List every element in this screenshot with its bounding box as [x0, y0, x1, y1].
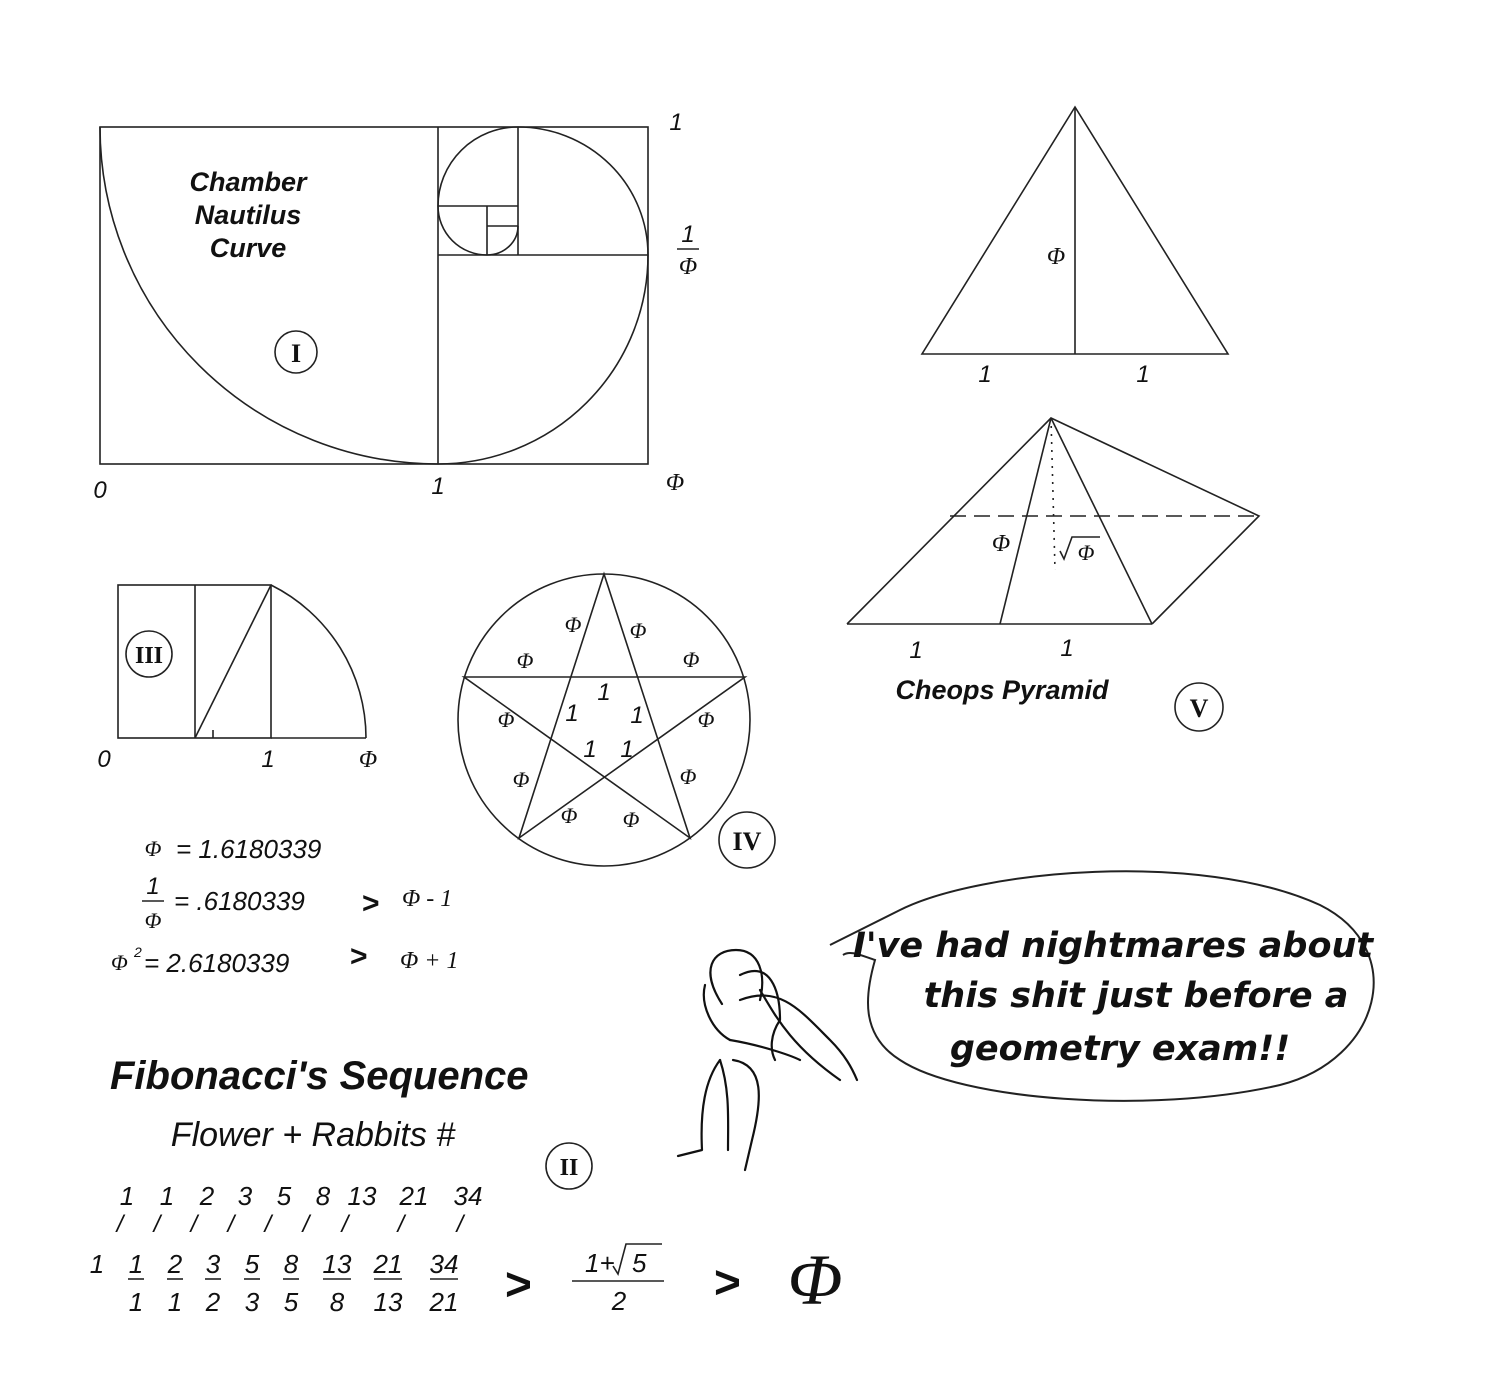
fib-fraction-numerator: 1 [128, 1249, 144, 1279]
fib-fraction-denominator: 5 [283, 1287, 299, 1317]
axis-label-0: 0 [93, 477, 107, 504]
fib-top-number: 1 [119, 1181, 135, 1211]
pentagram-one-label: 1 [597, 679, 611, 706]
phi-arc [271, 585, 366, 738]
nautilus-title-line: Chamber [189, 167, 307, 197]
roman-label: I [290, 339, 302, 368]
roman-label: III [134, 643, 164, 669]
base-label-right: 1 [1136, 361, 1150, 388]
eq3-phi: Φ [111, 950, 128, 975]
fib-slash: / [341, 1211, 349, 1238]
golden-rectangle [100, 127, 648, 464]
fib-top-number: 2 [199, 1181, 215, 1211]
fibonacci-title: Fibonacci's Sequence [110, 1054, 529, 1098]
pyramid-outline [847, 418, 1259, 624]
pentagram-phi-label: Φ [564, 612, 582, 637]
pyramid-caption: Cheops Pyramid [895, 675, 1109, 705]
fib-slash: / [264, 1211, 272, 1238]
pentagram-phi-label: Φ [512, 767, 530, 792]
axis-label-1: 1 [431, 473, 445, 500]
fibonacci-rows [115, 1181, 483, 1317]
eq3-value: = 2.6180339 [144, 948, 290, 978]
fib-top-number: 21 [399, 1181, 429, 1211]
fib-top-number: 3 [237, 1181, 253, 1211]
nautilus-title-line: Nautilus [194, 200, 302, 230]
pyramid-apothem [1000, 418, 1051, 624]
fraction-numerator: 1 [681, 221, 695, 248]
sqrt-label: Φ [1077, 540, 1095, 565]
fibonacci-section [90, 1054, 843, 1320]
pentagram-phi-label: Φ [679, 764, 697, 789]
pentagram-phi-label: Φ [516, 648, 534, 673]
eq2-denominator: Φ [144, 908, 162, 933]
fib-fraction-denominator: 8 [329, 1287, 345, 1317]
fraction-denominator: Φ [678, 254, 698, 280]
fib-fraction-denominator: 2 [205, 1287, 221, 1317]
eq1-phi: Φ [144, 836, 162, 861]
fib-slash: / [302, 1211, 310, 1238]
fib-fraction-numerator: 5 [244, 1249, 260, 1279]
formula-numerator: 1+ [585, 1248, 615, 1278]
base-label-left: 1 [978, 361, 992, 388]
fib-fraction-numerator: 34 [429, 1249, 459, 1279]
eq1-value: = 1.6180339 [176, 834, 322, 864]
fib-fraction-numerator: 2 [167, 1249, 183, 1279]
axis-label-0: 0 [97, 746, 111, 773]
pentagram-phi-label: Φ [497, 707, 515, 732]
eq3-exponent: 2 [134, 944, 142, 960]
pentagram-phi-label: Φ [682, 647, 700, 672]
height-label: Φ [1046, 244, 1066, 270]
fibonacci-lead: 1 [89, 1249, 105, 1279]
fib-top-number: 13 [347, 1181, 377, 1211]
eq2-numerator: 1 [146, 873, 160, 900]
pentagram-diagram [458, 574, 775, 868]
pentagram-phi-label: Φ [629, 618, 647, 643]
roman-label: IV [732, 827, 762, 856]
eq3-result: Φ + 1 [400, 948, 459, 974]
fib-fraction-numerator: 8 [283, 1249, 299, 1279]
fib-top-number: 5 [276, 1181, 292, 1211]
triangle-diagram [922, 107, 1228, 388]
speech-line: geometry exam!! [949, 1029, 1291, 1069]
fib-top-number: 34 [453, 1181, 483, 1211]
thinking-figure-icon [678, 950, 857, 1170]
speech-line: this shit just before a [923, 976, 1349, 1016]
fib-fraction-numerator: 21 [373, 1249, 403, 1279]
formula-denominator: 2 [611, 1286, 627, 1316]
base-label-left: 1 [909, 637, 923, 664]
pentagram-phi-label: Φ [622, 807, 640, 832]
speech-bubble [830, 871, 1374, 1101]
eq2-result: Φ - 1 [402, 886, 453, 912]
fib-top-number: 1 [159, 1181, 175, 1211]
pyramid-height [1051, 418, 1055, 570]
roman-label: II [559, 1155, 579, 1181]
phi-equations [111, 834, 458, 978]
fib-fraction-denominator: 1 [128, 1287, 144, 1317]
eq2-value: = .6180339 [174, 886, 305, 916]
fibonacci-subtitle: Flower + Rabbits # [170, 1116, 456, 1154]
speech-line: I've had nightmares about [852, 926, 1374, 966]
rectangle-arc-diagram [97, 585, 377, 773]
axis-label-phi: Φ [665, 470, 685, 496]
fib-fraction-denominator: 21 [429, 1287, 459, 1317]
half-diagonal [195, 585, 271, 738]
fib-slash: / [153, 1211, 161, 1238]
eq2-arrow: > [362, 887, 380, 920]
axis-label-1: 1 [261, 746, 275, 773]
fib-slash: / [227, 1211, 235, 1238]
apothem-label: Φ [991, 531, 1011, 557]
phi-result: Φ [787, 1240, 843, 1320]
fib-slash: / [397, 1211, 405, 1238]
roman-label: V [1189, 694, 1209, 723]
fib-fraction-numerator: 13 [322, 1249, 352, 1279]
side-label-1: 1 [669, 109, 683, 136]
pentagram-one-label: 1 [630, 702, 644, 729]
fib-fraction-numerator: 3 [205, 1249, 221, 1279]
nautilus-diagram [93, 109, 699, 504]
pentagram-phi-label: Φ [697, 707, 715, 732]
pentagram-one-label: 1 [620, 736, 634, 763]
fib-slash: / [190, 1211, 198, 1238]
nautilus-title-line: Curve [209, 233, 287, 263]
limit-arrow-2: > [714, 1256, 741, 1308]
pentagram-one-label: 1 [565, 700, 579, 727]
fib-fraction-denominator: 1 [167, 1287, 183, 1317]
pyramid-diagram [847, 418, 1259, 731]
pentagram-one-label: 1 [583, 736, 597, 763]
eq3-arrow: > [350, 940, 368, 973]
fib-slash: / [456, 1211, 464, 1238]
fib-top-number: 8 [315, 1181, 331, 1211]
pyramid-edge [1051, 418, 1152, 624]
nautilus-spiral [100, 127, 648, 464]
pentagram-phi-label: Φ [560, 803, 578, 828]
axis-label-phi: Φ [358, 747, 378, 773]
limit-arrow: > [505, 1258, 532, 1310]
fib-slash: / [116, 1211, 124, 1238]
formula-root: 5 [632, 1248, 647, 1278]
base-label-right: 1 [1060, 635, 1074, 662]
fib-fraction-denominator: 3 [244, 1287, 260, 1317]
fib-fraction-denominator: 13 [373, 1287, 403, 1317]
